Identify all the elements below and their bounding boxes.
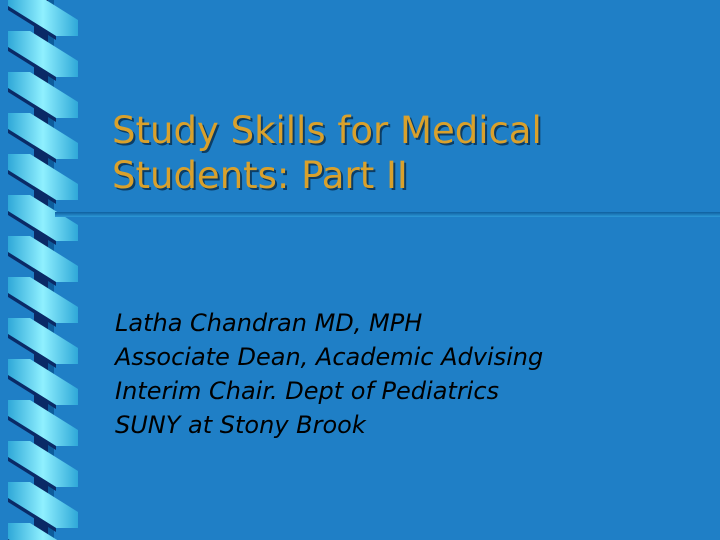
title-underline bbox=[55, 212, 720, 217]
presenter-name: Latha Chandran MD, MPH bbox=[115, 309, 423, 337]
decorative-border bbox=[0, 0, 80, 540]
title-line-1: Study Skills for Medical bbox=[112, 109, 542, 152]
title-line-2: Students: Part II bbox=[112, 154, 408, 197]
presenter-institution: SUNY at Stony Brook bbox=[115, 411, 366, 439]
slide-title bbox=[112, 108, 692, 198]
presenter-department: Interim Chair. Dept of Pediatrics bbox=[115, 377, 500, 405]
slide-subtitle bbox=[115, 306, 695, 442]
presenter-role: Associate Dean, Academic Advising bbox=[115, 343, 544, 371]
